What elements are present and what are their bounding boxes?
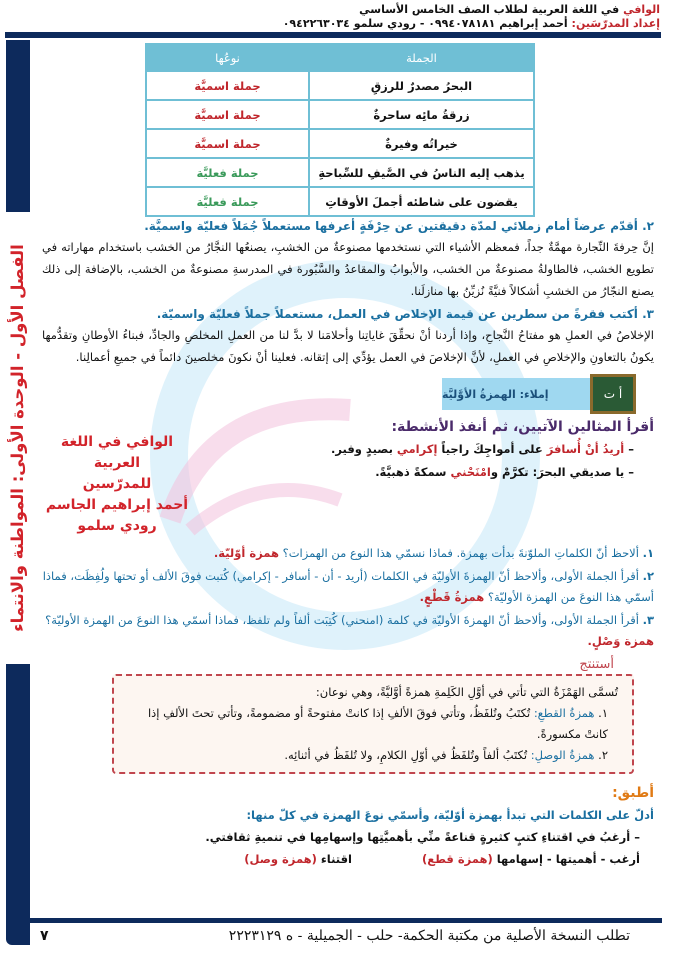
chalkboard-icon: أ ت (590, 374, 636, 414)
header-authors: إعداد المدرّسَين: أحمد إبراهيم ٠٩٩٤٠٧٨١٨١ - رودي سلمو ٠٩٤٢٢٦٣٠٣٤ (282, 16, 660, 30)
column-header: نوعُها (146, 44, 309, 71)
chapter-label: الفصل الأول - الوحدة الأولى: المواطنة والانتماء (8, 244, 27, 632)
page-header (30, 2, 660, 30)
footer-text: تطلب النسخة الأصلية من مكتبة الحكمة- حلب - الجميلية - ه ٢٢٢٣١٢٩ (228, 928, 630, 944)
apply-section: أطبق: أدلّ على الكلمات التي تبدأ بهمزة أوّليّة، وأسمّي نوعَ الهمزة في كلّ منها: – أرغبُ في اقتناءِ كتبٍ كثيرةٍ قناعةً منِّي بأهميَّتِها وإسهامِها في تنميةِ ثقافتي. أرغب - أهميتها - إسهامها (همزة قطع) اقتناء (همزة وصل) (205, 785, 654, 866)
activity-row (42, 416, 654, 537)
section-banner-row (42, 374, 654, 412)
promo-text: الوافي في اللغة العربية للمدرّسين أحمد إبراهيم الجاسم رودي سلمو (45, 434, 189, 534)
table-row: زرقةُ مائِه ساحرةٌ جملة اسميَّة (146, 100, 534, 129)
activity-question: ٣. أقرأ الجملة الأولى، وألاحظ أنّ الهمزةَ الأوليّة في كلمة (امنحني) كُتِبَت ألفاً ولم تلفظ، فماذا أسمّي هذا النوعَ من الهمزة الأوليّة؟ همزة وَصْلٍ. (45, 613, 654, 648)
activity-question: ١. ألاحظ أنّ الكلماتِ الملوّنةَ بدأت بهمزة. فماذا نسمّي هذا النوع من الهمزات؟ همزة أوّليّة. (213, 546, 654, 560)
example-sentence: – أريدُ أنْ أُسافرَ على أمواجِكَ راجياً إكرامي بصيدٍ وفير. (331, 442, 634, 456)
column-header: الجملة (309, 44, 534, 71)
table-row: يذهب إليه الناسُ في الصَّيفِ للسِّباحةِ جملة فعليَّة (146, 158, 534, 187)
question-2: ٢. أقدّم عرضاً أمام زملائي لمدّة دقيقتين عن حِرْفَةٍ أعرفها مستعملاً جُمَلاً فعليّة واسميَّة. إنَّ حِرفةَ النِّجارة مهمَّةٌ جداً، فمعظم الأشياء التي نستخدمها مصنوعةٌ من الخشبِ، يصنعُها النجَّارُ من الخشب باستخدام مهاراته في تطويع الخشب، فالطاولةُ مصنوعةٌ من الخشب، والأبوابُ والمقاعدُ والسَّبُورة في المدرسةِ مصنوعةٌ من الخشب، بالإضافة إلى ذلك يصنع النجّارُ من الخشبِ أشكالاً فنيَّةً نُزيِّنُ بها منازلَنا. (42, 216, 654, 302)
table-row: البحرُ مصدرٌ للرزقِ جملة اسميَّة (146, 71, 534, 100)
activity (202, 416, 654, 537)
header-divider (5, 32, 661, 38)
conclude-label: أستنتج (579, 657, 614, 672)
example-sentence: – يا صديقي البحرَ: تكرَّمْ وامْنَحْني سمكةً ذهبيَّةً. (375, 465, 634, 479)
answer-3: الإخلاصُ في العملِ هو مفتاحُ النَّجاحِ، وإذا أردنا أنْ نحقِّقَ غاياتِنا وأحلامَنا لا بدَّ لنا من العملِ المخلصِ والجادِّ، فبناءُ الأوطانِ وتقدُّمها يكونُ بالتعاونِ والإخلاصِ في العملِ، لأنَّ الإخلاصَ في العمل يؤدِّي إلى إتقانه. فعلينا أنْ نكونَ مخلصينَ دائماً في جميعِ أعمالِنا. (42, 328, 654, 364)
header-title: الوافي في اللغة العربية لطلاب الصف الخامس الأساسي (359, 2, 660, 16)
sentence-table (145, 43, 535, 217)
table-row: خيراتُه وفيرةٌ جملة اسميَّة (146, 129, 534, 158)
answer-2: إنَّ حِرفةَ النِّجارة مهمَّةٌ جداً، فمعظم الأشياء التي نستخدمها مصنوعةٌ من الخشبِ، يصنعُها النجَّارُ من الخشب باستخدام مهاراته في تطويع الخشب، فالطاولةُ مصنوعةٌ من الخشب، والأبوابُ والمقاعدُ والسَّبُورة في المدرسةِ مصنوعةٌ من الخشب، بالإضافة إلى ذلك يصنع النجّارُ من الخشبِ أشكالاً فنيَّةً نُزيِّنُ بها منازلَنا. (42, 240, 654, 298)
question-3: ٣. أكتب فقرةً من سطرين عن قيمة الإخلاص في العمل، مستعملاً جملاً فعليّة واسميّة. الإخلاصُ في العملِ هو مفتاحُ النَّجاحِ، وإذا أردنا أنْ نحقِّقَ غاياتِنا وأحلامَنا لا بدَّ لنا من العملِ المخلصِ والجادِّ، فبناءُ الأوطانِ وتقدُّمها يكونُ بالتعاونِ والإخلاصِ في العملِ، لأنَّ الإخلاصَ في العمل يؤدِّي إلى إتقانه. فعلينا أنْ نكونَ مخلصينَ دائماً في جميعِ أعمالِنا. (42, 304, 654, 368)
footer-divider (30, 918, 662, 923)
section-banner: إملاء: الهمزةُ الأوَّليَّة (442, 378, 632, 410)
activity-title: أقرأ المثالين الآتيين، ثم أنفذ الأنشطة: (391, 419, 654, 435)
table-row: يقضون على شاطئه أجملَ الأوقاتِ جملة فعليَّة (146, 187, 534, 216)
main-content (42, 216, 654, 870)
activity-questions (42, 543, 654, 652)
activity-question: ٢. أقرأ الجملة الأولى، وألاحظ أنّ الهمزةَ الأوليّة في الكلمات (أريد - أن - أسافر - إكرامي) كُتبت فوقَ الألف أو تحتها ولُفِظَت، فماذا أسمّي هذا النوعَ من الهمزة الأوليّة؟ همزةُ قَطْعٍ. (42, 569, 654, 604)
page-number: ٧ (40, 928, 49, 944)
conclude-box: تُسمَّى الهَمْزَةُ التي تأتي في أوَّلِ الكَلِمةِ همزةً أوَّليَّةً، وهي نوعان: ١. همزةُ القطعِ: تُكتَبُ وتُلفَظُ، وتأتي فوقَ الألفِ إذا كانتْ مفتوحةً أو مضمومةً، وتأتي تحتَ الألفِ إذا كانتْ مكسورةً. ٢. همزةُ الوصلِ: تُكتَبُ ألفاً وتُلفَظُ في أوّلِ الكلامِ، ولا تُلفَظُ في أثنائِه. (112, 674, 634, 774)
